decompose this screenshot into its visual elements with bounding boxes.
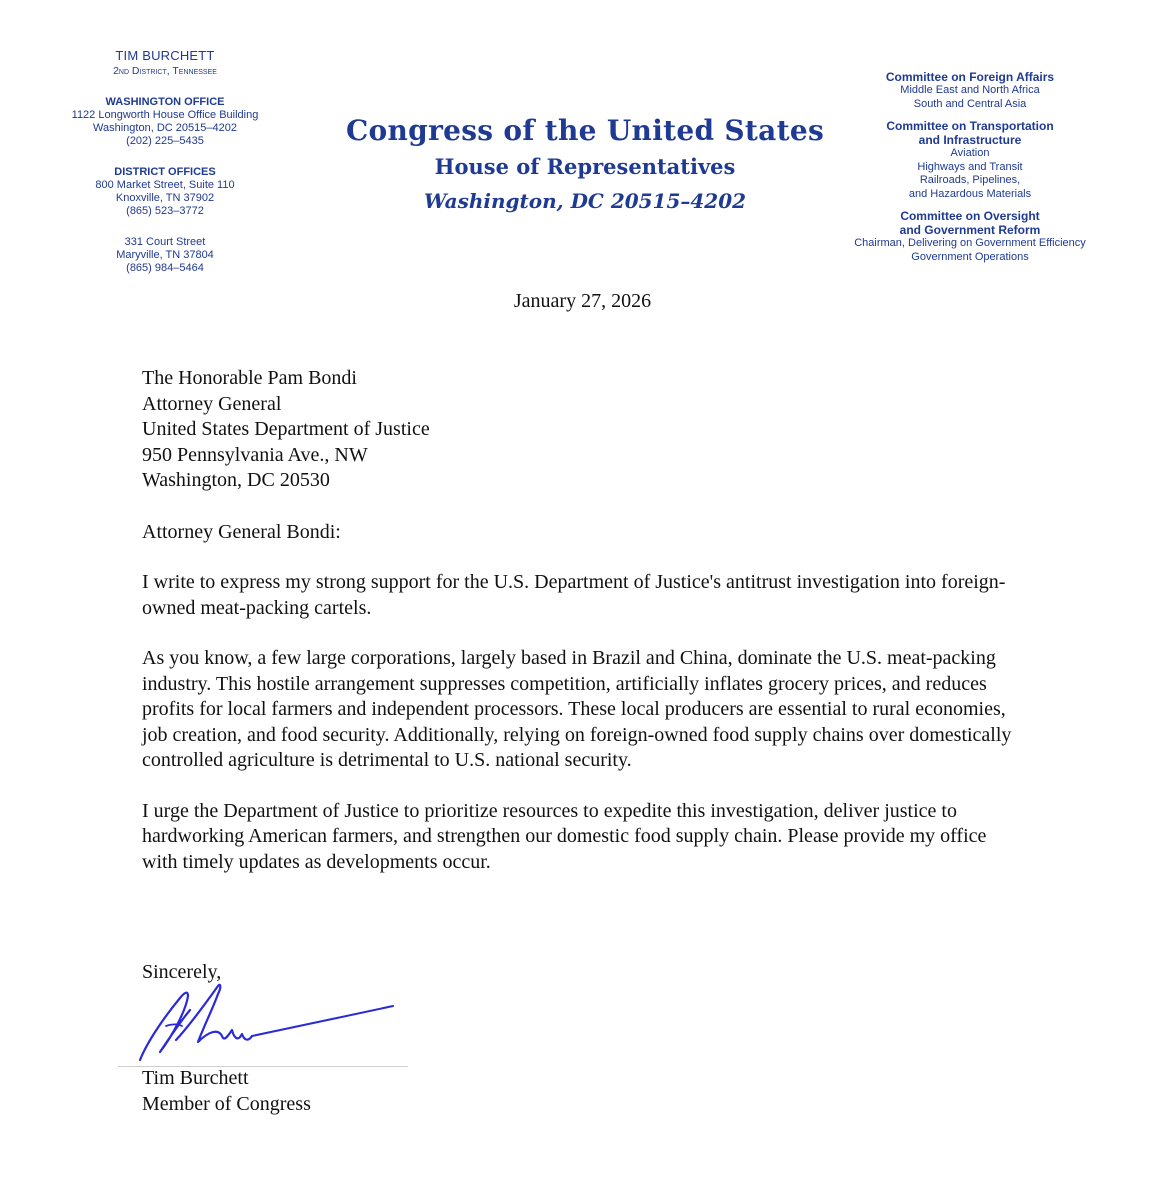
subcommittee: Highways and Transit [917,160,1023,173]
letterhead-house: House of Representatives [434,154,736,179]
subcommittee: Government Operations [911,250,1029,263]
district-office-line: 331 Court Street [124,236,206,248]
salutation: Attorney General Bondi: [142,520,341,543]
letter-date: January 27, 2026 [513,290,652,312]
letterhead-title-block [320,112,850,218]
recipient-line: The Honorable Pam Bondi [142,367,357,389]
recipient-line: United States Department of Justice [142,418,430,440]
committee-name: Committee on Transportation [886,119,1054,133]
signer-title: Member of Congress [142,1092,311,1115]
recipient-line: Attorney General [142,392,282,415]
washington-office-line: Washington, DC 20515–4202 [93,122,237,134]
recipient-line: Washington, DC 20530 [142,469,330,491]
member-contact-block [40,48,290,275]
member-name: TIM BURCHETT [115,48,215,63]
district-office-line: Maryville, TN 37804 [116,249,214,261]
subcommittee: and Hazardous Materials [908,187,1032,200]
letterhead-city: Washington, DC 20515–4202 [423,189,747,213]
district-offices-title: DISTRICT OFFICES [114,166,216,178]
subcommittee: Middle East and North Africa [900,84,1040,96]
member-district: 2nd District, Tennessee [113,65,217,77]
committee-name: Committee on Foreign Affairs [885,70,1055,84]
washington-office-line: 1122 Longworth House Office Building [71,109,259,121]
handwritten-signature [118,980,408,1070]
letterhead-congress: Congress of the United States [345,114,825,147]
district-office-line: 800 Market Street, Suite 110 [95,179,235,191]
subcommittee: Chairman, Delivering on Government Efficiency [854,237,1086,249]
washington-office-title: WASHINGTON OFFICE [105,96,225,108]
letter-body [142,366,1022,875]
committee-block [830,70,1110,264]
closing: Sincerely, [142,961,222,983]
body-paragraph: As you know, a few large corporations, largely based in Brazil and China, dominate the U.S. meat-packing industry. This hostile arrangement suppresses competition, artificially inflates grocery prices, and reduces profits for local farmers and independent processors. These local producers are essential to rural economies, job creation, and food security. Additionally, relying on foreign-owned food supply chains over domestically controlled agriculture is detrimental to U.S. national security. [142,647,1012,771]
subcommittee: South and Central Asia [913,97,1027,110]
district-office-line: (865) 523–3772 [126,205,204,217]
committee-name: Committee on Oversight [900,209,1040,223]
recipient-address [142,366,1022,494]
body-paragraph: I write to express my strong support for the U.S. Department of Justice's antitrust investigation into foreign-owned meat-packing cartels. [142,571,1006,619]
recipient-line: 950 Pennsylvania Ave., NW [142,443,368,466]
subcommittee: Railroads, Pipelines, [919,174,1021,186]
washington-office-line: (202) 225–5435 [126,135,204,147]
committee-name-line2: and Government Reform [899,223,1041,237]
body-paragraph: I urge the Department of Justice to prioritize resources to expedite this investigation, deliver justice to hardworking American farmers, and strengthen our domestic food supply chain. Please provide my office with timely updates as developments occur. [142,799,987,873]
committee-name-line2: and Infrastructure [918,133,1022,147]
district-office-line: (865) 984–5464 [126,262,204,274]
subcommittee: Aviation [950,147,990,159]
signer-name: Tim Burchett [142,1067,249,1089]
district-office-line: Knoxville, TN 37902 [115,192,215,204]
signer-block [142,1066,311,1117]
